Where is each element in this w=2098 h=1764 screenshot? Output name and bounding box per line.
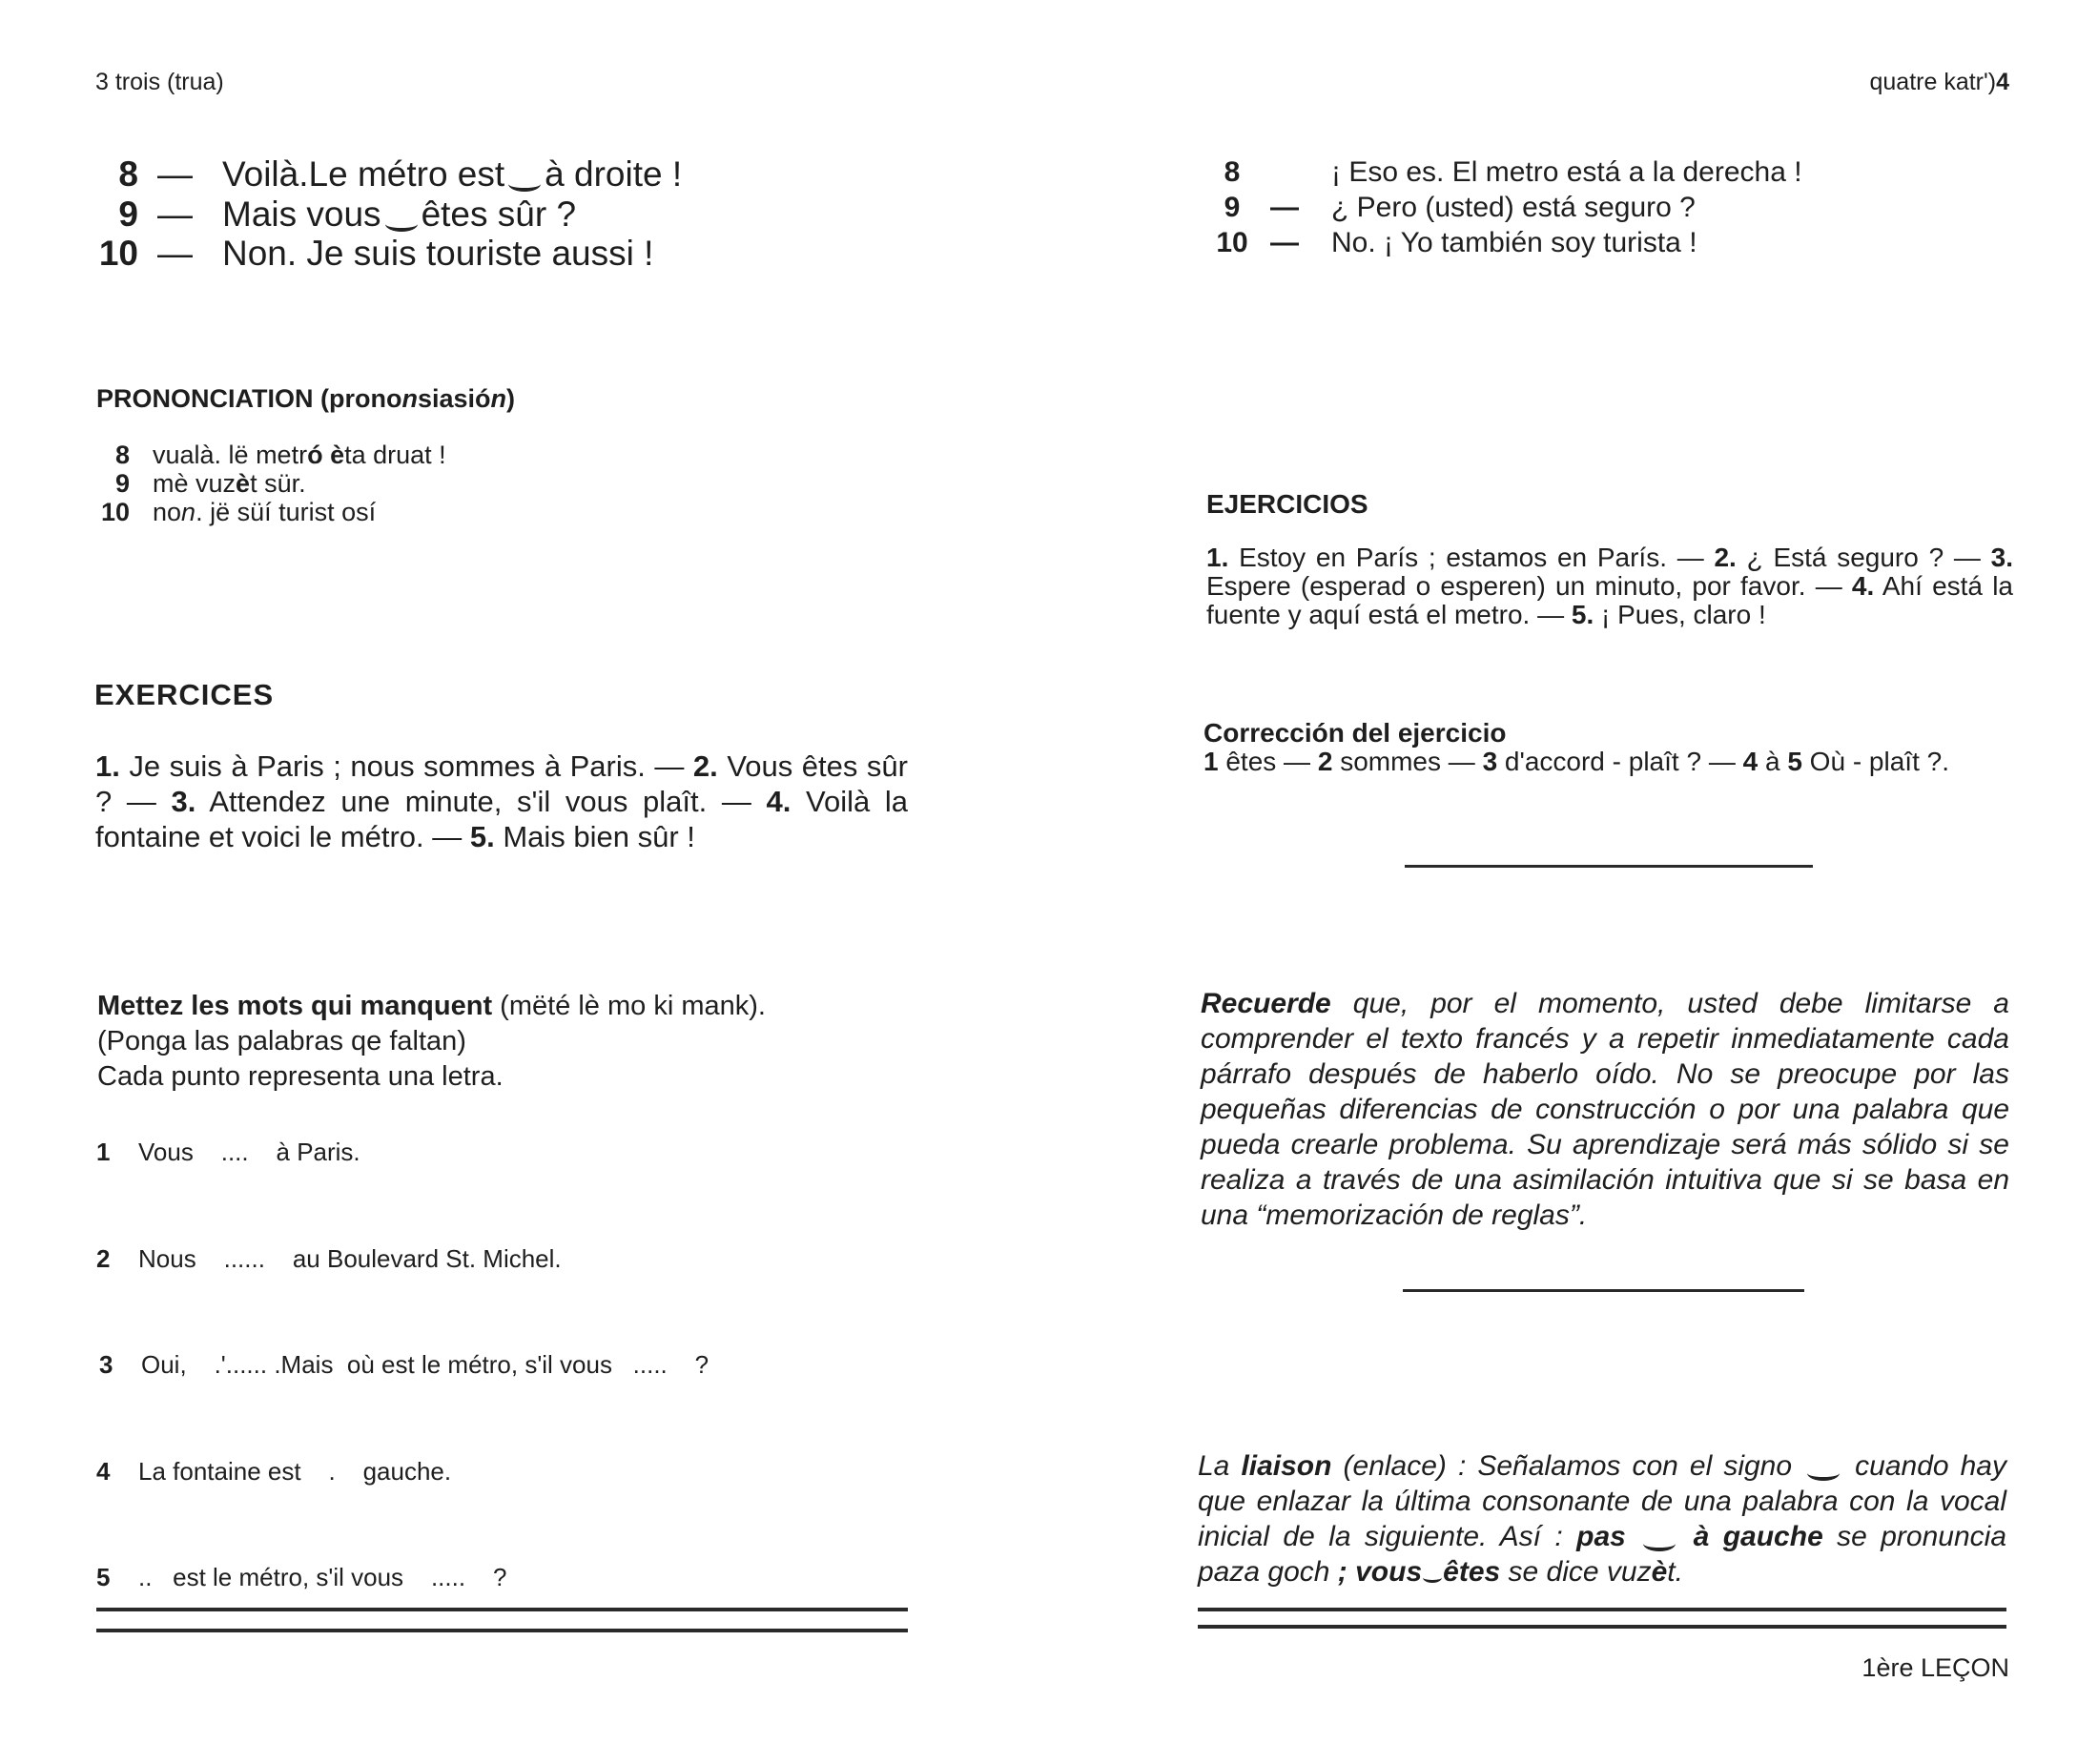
text-segment: 5 [1787,747,1802,776]
text-segment: Je suis à Paris ; nous sommes à Paris. — [119,749,693,783]
pronunciation-text [153,469,306,498]
ejercicios-text [1206,544,2013,629]
text-segment: 2 [1317,747,1333,776]
liaison-mark-icon [1423,1572,1442,1583]
text-segment: 3. [1990,543,2013,572]
divider [96,1629,908,1632]
item-number: 2 [96,1244,111,1273]
divider [1198,1608,2006,1611]
text-segment: ; vous [1329,1556,1423,1588]
recuerde-note [1201,986,2009,1233]
liaison-note [1198,1448,2006,1590]
header-right-text: quatre katr') [1869,69,1997,95]
line-number: 8 [118,154,138,194]
text-segment: que, por el momento, usted debe limitarse a comprender el texto francés y a repetir inmediatamente cada párrafo después de haberlo oído. No se preocupe por las pequeñas diferencias de construcción o por una palabra que pueda crearle problema. Su aprendizaje será más sólido si se realiza a través de una asimilación intuitiva que si se basa en una “memorización de reglas”. [1201,988,2009,1231]
text-segment: êtes sûr ? [421,195,577,234]
text-segment: ) [506,384,516,413]
text-segment: se pronuncia [1822,1521,2007,1552]
item-number: 3 [99,1350,113,1379]
text-segment: La [1198,1450,1242,1482]
pronunciation-line [95,498,446,526]
exercices-title: EXERCICES [94,678,275,711]
text-segment: . jë süí turist osí [195,498,377,526]
text-segment: n [181,498,196,526]
text-segment: vualà. lë metr [153,441,308,469]
text-segment: è [1651,1556,1668,1588]
text-segment: 1. [1206,543,1229,572]
pronunciation-line [95,441,446,469]
text-segment: Vous êtes sûr ? — [95,749,908,818]
text-segment [1679,1521,1693,1552]
fill-instructions [97,989,766,1095]
item-text: Vous .... à Paris. [138,1138,360,1166]
dash: — [157,154,193,194]
text-segment: siasió [417,384,491,413]
text-segment: à droite ! [545,154,683,194]
text-segment: ó è [307,441,345,469]
text-segment: d'accord - plaît ? — [1497,747,1743,776]
dialogue-text: No. ¡ Yo también soy turista ! [1331,227,1697,258]
dash: — [157,195,193,234]
text-segment: 2. [1714,543,1737,572]
text-segment: n [490,384,507,413]
pronunciation-lines [95,441,446,526]
text-segment: sommes — [1332,747,1483,776]
text-segment: 5. [469,820,495,853]
page-header-right [1869,69,2009,96]
text-segment: Voilà la fontaine et voici le métro. — [95,785,909,853]
line-number: 10 [1216,227,1248,258]
text-segment: Mettez les mots qui manquent [97,991,493,1021]
fill-item [99,1350,709,1380]
text-segment: 1 [1203,747,1219,776]
text-segment: Recuerde [1201,988,1331,1019]
item-text: Oui, .'...... .Mais où est le métro, s'il vous ..... ? [141,1350,710,1379]
text-segment: 4. [1851,571,1875,601]
dash: — [157,234,193,273]
dialogue-text: ¡ Eso es. El metro está a la derecha ! [1331,156,1802,188]
line-number: 10 [98,234,138,273]
exercices-text [95,749,908,854]
item-number: 4 [96,1457,111,1486]
pronunciation-text [153,498,376,526]
text-segment: ta druat ! [344,441,446,469]
dialogue-text: ¿ Pero (usted) está seguro ? [1331,192,1696,223]
text-segment: 5. [1571,600,1594,629]
item-text: La fontaine est . gauche. [138,1457,452,1486]
text-segment: PRONONCIATION (prono [96,384,402,413]
text-segment: Estoy en París ; estamos en París. — [1228,543,1715,572]
text-segment: n [401,384,418,413]
text-segment: à gauche [1693,1521,1823,1552]
fill-translation: (Ponga las palabras qe faltan) [97,1026,466,1056]
text-segment: à [1758,747,1788,776]
fill-intro [97,989,766,1024]
fill-item [96,1457,451,1487]
liaison-mark-icon [1643,1536,1676,1551]
text-segment: t. [1667,1556,1683,1588]
correccion-title: Corrección del ejercicio [1203,718,1507,748]
text-segment: (mëté lè mo ki mank). [492,991,766,1021]
divider [1405,865,1813,868]
page-header-left: 3 trois (trua) [95,69,224,95]
item-number: 5 [96,1563,111,1591]
text-segment: no [153,498,182,526]
pronunciation-text [153,441,446,469]
dash: — [1270,192,1299,223]
fill-note: Cada punto representa una letra. [97,1061,504,1092]
text-segment: paza goch [1198,1556,1330,1588]
text-segment: è [236,469,251,498]
text-segment: Mais bien sûr ! [494,820,695,853]
text-segment [1626,1521,1639,1552]
text-segment: liaison [1241,1450,1332,1482]
text-segment: 4 [1742,747,1759,776]
line-number: 8 [114,441,130,469]
text-segment: Ahí está la fuente y aquí está el metro. — [1206,571,2013,629]
fill-item [96,1138,360,1167]
text-segment: ¿ Está seguro ? — [1736,543,1991,572]
pronunciation-title [96,384,515,414]
text-segment: 1. [95,749,120,783]
text-segment: se dice vuz [1500,1556,1652,1588]
text-segment: Espere (esperad o esperen) un minuto, por favor. — [1206,571,1852,601]
divider [1198,1625,2006,1629]
line-number: 9 [114,469,130,498]
item-text: Nous ...... au Boulevard St. Michel. [138,1244,562,1273]
line-number: 8 [1224,156,1241,188]
dash: — [1270,227,1299,258]
correccion-text [1203,747,1949,777]
line-number: 10 [100,498,130,526]
text-segment: Voilà.Le métro est [222,154,505,194]
text-segment: pas [1576,1521,1626,1552]
page-number: 4 [1996,69,2009,95]
lesson-footer: 1ère LEÇON [1861,1653,2009,1682]
liaison-mark-icon [1807,1466,1840,1481]
text-segment: 2. [692,749,718,783]
text-segment: mè vuz [153,469,237,498]
line-number: 9 [1224,192,1241,223]
text-segment: Non. Je suis touriste aussi ! [222,234,654,273]
text-segment: Attendez une minute, s'il vous plaît. — [195,785,767,818]
fill-item [96,1244,562,1274]
text-segment: cuando hay que enlazar la última consonante de una palabra con la vocal inicial de la siguiente. Así : [1198,1450,2006,1552]
divider [1403,1289,1804,1292]
text-segment: Mais vous [222,195,381,234]
text-segment: êtes — [1218,747,1318,776]
text-segment: êtes [1443,1556,1501,1588]
text-segment: t sür. [250,469,306,498]
divider [96,1608,908,1611]
item-number: 1 [96,1138,111,1166]
fill-item [96,1563,506,1592]
text-segment: 3 [1482,747,1498,776]
text-segment: 4. [766,785,792,818]
item-text: .. est le métro, s'il vous ..... ? [138,1563,507,1591]
pronunciation-line [95,469,446,498]
text-segment: 3. [171,785,196,818]
line-number: 9 [118,195,138,234]
text-segment: (enlace) : Señalamos con el signo [1331,1450,1804,1482]
spanish-dialogue [0,154,2098,264]
ejercicios-title: EJERCICIOS [1206,489,1368,519]
text-segment: Où - plaît ?. [1801,747,1949,776]
text-segment: ¡ Pues, claro ! [1594,600,1766,629]
